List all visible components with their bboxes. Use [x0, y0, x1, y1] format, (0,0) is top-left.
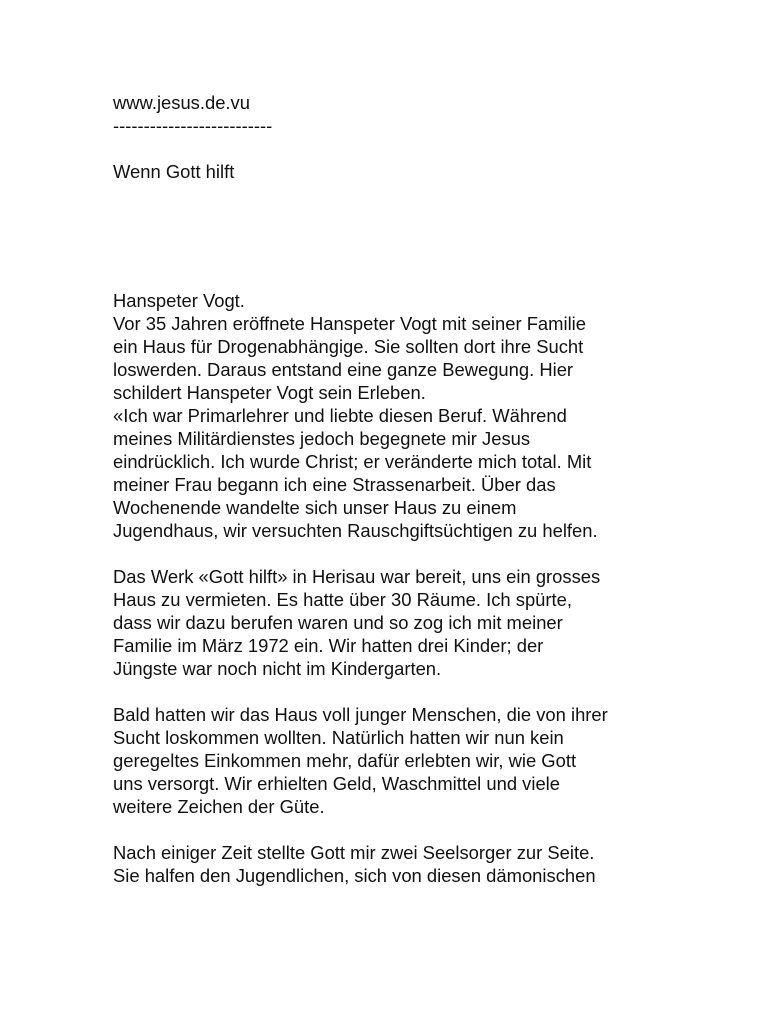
paragraph-line: Sucht loskommen wollten. Natürlich hatten wir nun kein	[113, 727, 564, 748]
paragraph-line: Familie im März 1972 ein. Wir hatten drei Kinder; der	[113, 635, 544, 656]
spacer	[113, 137, 753, 160]
paragraph-line: Das Werk «Gott hilft» in Herisau war bereit, uns ein grosses	[113, 566, 601, 587]
header-rule: --------------------------	[113, 115, 273, 136]
paragraph-2	[113, 565, 753, 680]
document-body	[113, 91, 753, 887]
paragraph-line: meiner Frau begann ich eine Strassenarbeit. Über das	[113, 474, 556, 495]
paragraph-line: geregeltes Einkommen mehr, dafür erlebten wir, wie Gott	[113, 750, 577, 771]
paragraph-line: uns versorgt. Wir erhielten Geld, Waschmittel und viele	[113, 773, 560, 794]
spacer	[113, 542, 753, 565]
paragraph-line: «Ich war Primarlehrer und liebte diesen Beruf. Während	[113, 405, 567, 426]
paragraph-line: Bald hatten wir das Haus voll junger Menschen, die von ihrer	[113, 704, 608, 725]
paragraph-line: Haus zu vermieten. Es hatte über 30 Räume. Ich spürte,	[113, 589, 572, 610]
paragraph-line: weitere Zeichen der Güte.	[113, 796, 325, 817]
header-url[interactable]: www.jesus.de.vu	[113, 92, 250, 113]
paragraph-line: eindrücklich. Ich wurde Christ; er veränderte mich total. Mit	[113, 451, 592, 472]
paragraph-line: Sie halfen den Jugendlichen, sich von diesen dämonischen	[113, 865, 596, 886]
paragraph-line: schildert Hanspeter Vogt sein Erleben.	[113, 382, 426, 403]
paragraph-1	[113, 312, 753, 542]
spacer	[113, 680, 753, 703]
spacer	[113, 818, 753, 841]
paragraph-line: dass wir dazu berufen waren und so zog ich mit meiner	[113, 612, 563, 633]
paragraph-4	[113, 841, 753, 887]
paragraph-line: Wochenende wandelte sich unser Haus zu einem	[113, 497, 517, 518]
paragraph-line: Nach einiger Zeit stellte Gott mir zwei Seelsorger zur Seite.	[113, 842, 595, 863]
paragraph-line: meines Militärdienstes jedoch begegnete mir Jesus	[113, 428, 531, 449]
paragraph-line: loswerden. Daraus entstand eine ganze Bewegung. Hier	[113, 359, 574, 380]
paragraph-line: Vor 35 Jahren eröffnete Hanspeter Vogt mit seiner Familie	[113, 313, 586, 334]
paragraph-line: Jugendhaus, wir versuchten Rauschgiftsüchtigen zu helfen.	[113, 520, 598, 541]
paragraph-line: ein Haus für Drogenabhängige. Sie sollten dort ihre Sucht	[113, 336, 584, 357]
paragraph-line: Jüngste war noch nicht im Kindergarten.	[113, 658, 442, 679]
document-title: Wenn Gott hilft	[113, 161, 235, 182]
paragraph-3	[113, 703, 753, 818]
author-line: Hanspeter Vogt.	[113, 290, 245, 311]
spacer	[113, 183, 753, 289]
